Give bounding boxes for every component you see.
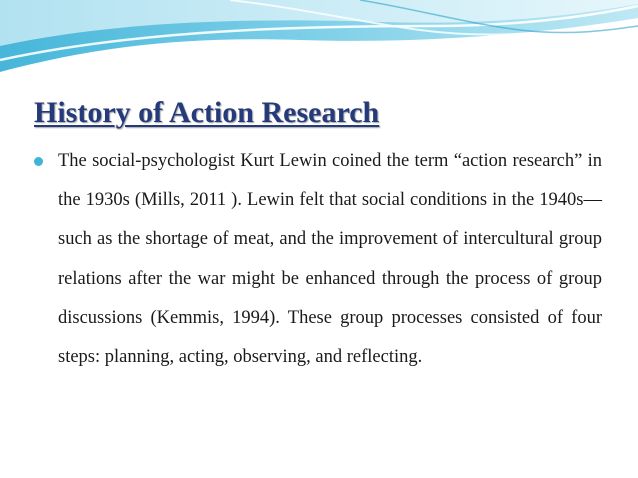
bullet-dot-icon [34,157,43,166]
header-wave-decoration [0,0,638,80]
slide-title: History of Action Research [34,96,380,129]
bullet-item [34,142,602,377]
bullet-text: The social-psychologist Kurt Lewin coined the term “action research” in the 1930s (Mills, 2011 ). Lewin felt that social conditions in the 1940s—such as the shortage of meat, and the improvement of intercultural group relations after the war might be enhanced through the process of group discussions (Kemmis, 1994). These group processes consisted of four steps: planning, acting, observing, and reflecting. [58,151,602,368]
slide-content [34,142,602,377]
